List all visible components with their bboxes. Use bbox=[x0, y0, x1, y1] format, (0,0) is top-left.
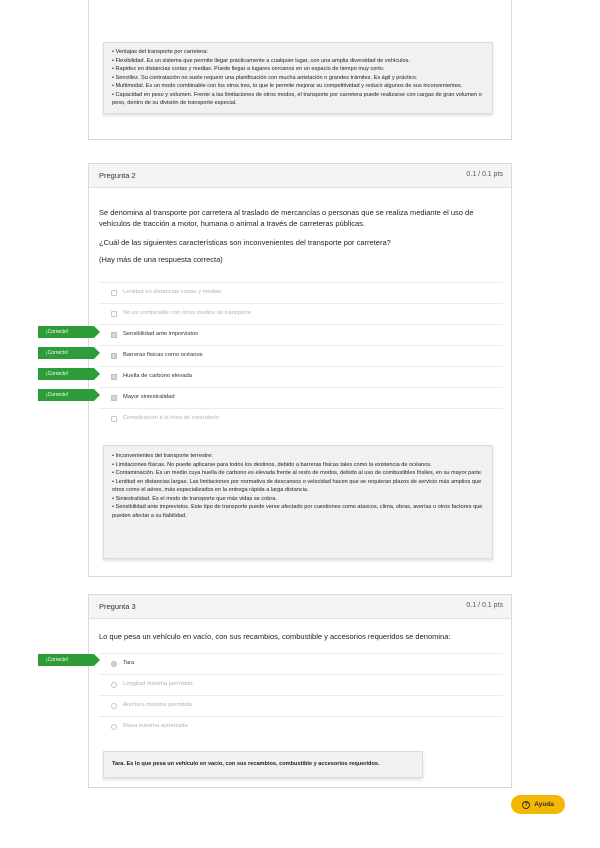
option-label: Barreras físicas como océanos bbox=[123, 352, 203, 358]
correct-flag: ¡Correcto! bbox=[38, 326, 94, 338]
question-2-card bbox=[88, 163, 512, 577]
radio-button[interactable] bbox=[111, 724, 117, 730]
checkbox[interactable] bbox=[111, 374, 117, 380]
question-3-card bbox=[88, 594, 512, 788]
option-label: Huella de carbono elevada bbox=[123, 373, 192, 379]
correct-flag: ¡Correcto! bbox=[38, 654, 94, 666]
option-label: Lentitud en distancias cortas y medias bbox=[123, 289, 222, 295]
checkbox[interactable] bbox=[111, 311, 117, 317]
option-label: Complicación a la hora de contratarlo bbox=[123, 415, 220, 421]
question-3-header bbox=[89, 595, 511, 619]
question-1-feedback bbox=[103, 42, 493, 114]
feedback-line: • Sensibilidad ante imprevistos. Este tipo de transporte puede verse afectado por cuestiones como atascos, clima, obras, averías u otros factores que pueden afectar a su fiabilidad. bbox=[112, 504, 483, 519]
option-label: Masa máxima autorizada bbox=[123, 723, 188, 729]
question-3-feedback bbox=[103, 751, 423, 778]
checkbox[interactable] bbox=[111, 416, 117, 422]
feedback-line: • Ventajas del transporte por carretera: bbox=[112, 49, 208, 55]
correct-flag: ¡Correcto! bbox=[38, 347, 94, 359]
question-hint: (Hay más de una respuesta correcta) bbox=[99, 255, 223, 264]
help-label: Ayuda bbox=[534, 801, 554, 808]
feedback-line: • Lentitud en distancias largas. Las limitaciones por normativa de descansos o velocidad hacen que se requieran plazos de servicio más amplios que otros como el aéreo, más especializados en la entrega rápida a larga distancia. bbox=[112, 478, 482, 493]
correct-flag: ¡Correcto! bbox=[38, 368, 94, 380]
answer-option[interactable] bbox=[99, 345, 503, 366]
feedback-line: • Siniestralidad. Es el modo de transporte que más vidas se cobra. bbox=[112, 495, 277, 502]
answer-option[interactable] bbox=[99, 324, 503, 345]
feedback-line: • Rapidez en distancias cortas y medias. Puede llegar a lugares cercanos en un espacio de tiempo muy corto. bbox=[112, 66, 385, 72]
answer-option[interactable] bbox=[99, 303, 503, 324]
option-label: Tara bbox=[123, 660, 135, 666]
question-stem: Se denomina al transporte por carretera al traslado de mercancías o personas que se realiza mediante el uso de vehículos de tracción a motor, humana o animal a través de carreteras públicas. bbox=[99, 208, 474, 228]
checkbox[interactable] bbox=[111, 395, 117, 401]
answer-option[interactable] bbox=[99, 674, 503, 695]
checkbox[interactable] bbox=[111, 290, 117, 296]
answer-option[interactable] bbox=[99, 716, 503, 737]
radio-button[interactable] bbox=[111, 682, 117, 688]
question-1-card bbox=[88, 0, 512, 140]
feedback-line: Tara. Es lo que pesa un vehículo en vacío, con sus recambios, combustible y accesorios requeridos. bbox=[112, 761, 380, 767]
checkbox[interactable] bbox=[111, 332, 117, 338]
option-label: Anchura máxima permitida bbox=[123, 702, 192, 708]
question-prompt: ¿Cuál de las siguientes características son inconvenientes del transporte por carretera? bbox=[99, 238, 391, 247]
question-title: Pregunta 3 bbox=[99, 602, 136, 611]
correct-flag: ¡Correcto! bbox=[38, 389, 94, 401]
answer-option[interactable] bbox=[99, 653, 503, 674]
feedback-line: • Contaminación. Es un medio cuya huella de carbono es elevada frente al resto de modos, debido al uso de combustibles fósiles, en su mayor parte. bbox=[112, 470, 483, 476]
question-score: 0.1 / 0.1 pts bbox=[466, 171, 503, 178]
question-title: Pregunta 2 bbox=[99, 171, 136, 180]
question-score: 0.1 / 0.1 pts bbox=[466, 602, 503, 609]
feedback-line: • Multimodal. Es un modo combinable con los otros tres, lo que le permite mejorar su competitividad y reducir algunos de sus inconvenientes. bbox=[112, 83, 463, 89]
question-2-feedback bbox=[103, 445, 493, 559]
feedback-line: • Capacidad en peso y volumen. Frente a las limitaciones de otros modos, el transporte por carretera puede realizarse con cargas de gran volumen o peso, dentro de su división de transporte especial. bbox=[112, 91, 482, 106]
checkbox[interactable] bbox=[111, 353, 117, 359]
radio-button[interactable] bbox=[111, 661, 117, 667]
answer-option[interactable] bbox=[99, 366, 503, 387]
help-button[interactable] bbox=[511, 795, 565, 814]
feedback-line: • Flexibilidad. Es un sistema que permite llegar prácticamente a cualquier lugar, con una amplia diversidad de vehículos. bbox=[112, 57, 410, 64]
answer-option[interactable] bbox=[99, 695, 503, 716]
answer-option[interactable] bbox=[99, 282, 503, 303]
answer-option[interactable] bbox=[99, 408, 503, 429]
option-label: Longitud máxima permitida bbox=[123, 681, 193, 687]
option-label: No es combinable con otros medios de transporte bbox=[123, 310, 251, 316]
option-label: Mayor siniestralidad bbox=[123, 394, 175, 400]
option-label: Sensibilidad ante imprevistos bbox=[123, 331, 199, 337]
question-2-header bbox=[89, 164, 511, 188]
question-mark-icon: ? bbox=[522, 801, 530, 809]
answer-option[interactable] bbox=[99, 387, 503, 408]
feedback-line: • Inconvenientes del transporte terrestre: bbox=[112, 453, 213, 459]
feedback-line: • Limitaciones físicas. No puede aplicarse para todos los destinos, debido a barreras físicas tales como la existencia de océanos. bbox=[112, 461, 432, 468]
question-stem: Lo que pesa un vehículo en vacío, con sus recambios, combustible y accesorios requeridos se denomina: bbox=[99, 632, 451, 641]
radio-button[interactable] bbox=[111, 703, 117, 709]
feedback-line: • Sencillez. Su contratación no suele requerir una planificación con mucha antelación o grandes trámites. Es ágil y práctico. bbox=[112, 74, 418, 81]
